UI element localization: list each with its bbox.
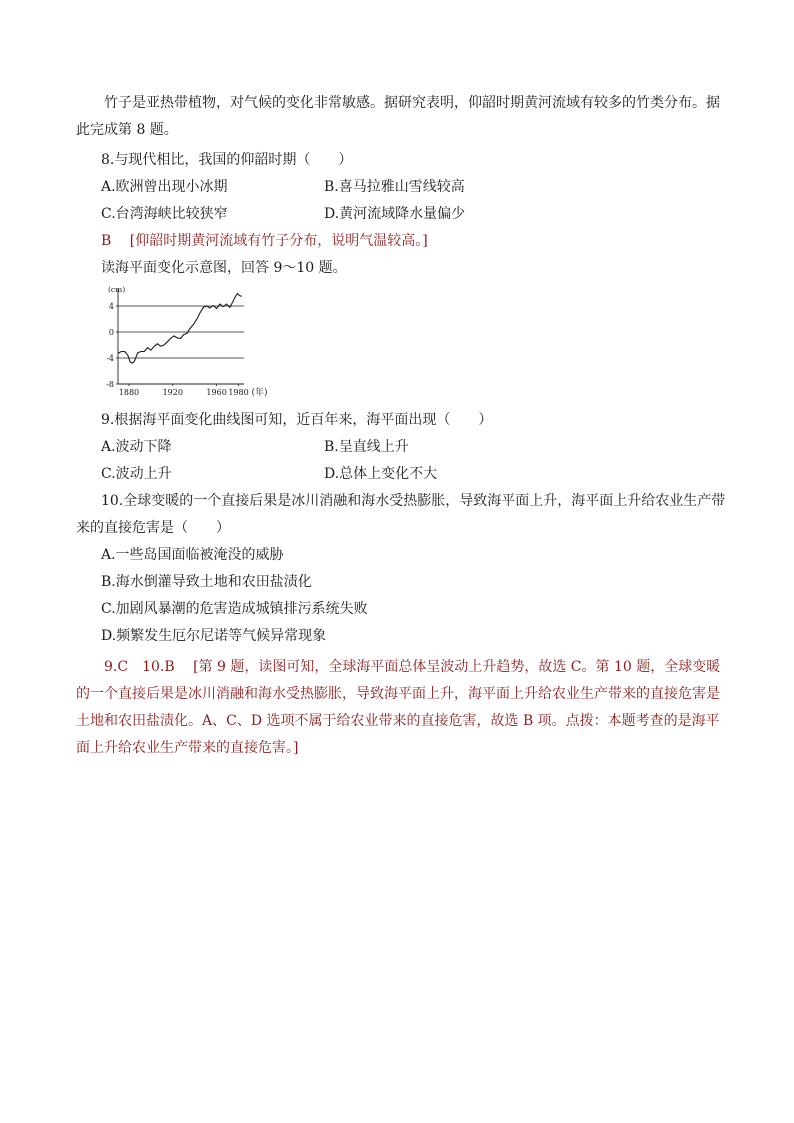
answer-9-10: 9.C 10.B [第 9 题，读图可知，全球海平面总体呈波动上升趋势，故选 C。第 10 题，全球变暖的一个直接后果是冰川消融和海水受热膨胀，导致海平面上升，海平面上升给农业生产带来的直接危害是土地和农田盐渍化。A、C、D 选项不属于给农业带来的直接危害，故选 B 项。点拨：本题考查的是海平面上升给农业生产带来的直接危害。] [76, 659, 721, 756]
q9-option-a: A.波动下降 [101, 439, 172, 455]
q8-stem: 8.与现代相比，我国的仰韶时期（ ） [101, 152, 353, 168]
q10-stem-line2: 来的直接危害是（ ） [76, 520, 230, 536]
q9-option-c: C.波动上升 [101, 466, 172, 482]
chart-y-ticks [106, 302, 118, 389]
q10-option-b: B.海水倒灌导致土地和农田盐渍化 [101, 574, 312, 590]
q8-answer: B [仰韶时期黄河流域有竹子分布，说明气温较高。] [101, 233, 428, 249]
q8-option-c: C.台湾海峡比较狭窄 [101, 206, 228, 222]
chart-y-label: (cm) [108, 285, 126, 294]
q10-option-c: C.加剧风暴潮的危害造成城镇排污系统失败 [101, 601, 368, 617]
x-tick-label: 1880 [118, 388, 140, 397]
q8-option-a: A.欧洲曾出现小冰期 [101, 179, 228, 195]
y-tick-label: 4 [108, 302, 114, 311]
y-tick-label: -4 [106, 354, 114, 363]
q9-option-d: D.总体上变化不大 [324, 466, 438, 482]
intro-paragraph: 竹子是亚热带植物，对气候的变化非常敏感。据研究表明，仰韶时期黄河流域有较多的竹类分布。据此完成第 8 题。 [76, 95, 720, 138]
y-tick-label: 0 [108, 328, 114, 337]
chart-x-ticks [119, 384, 249, 397]
y-tick-label: -8 [106, 380, 114, 389]
sea-level-chart [98, 283, 278, 403]
x-tick-label: 1980 [228, 388, 249, 397]
chart-axes [118, 289, 244, 384]
chart-intro: 读海平面变化示意图，回答 9～10 题。 [101, 260, 347, 276]
q8-option-d: D.黄河流域降水量偏少 [324, 206, 466, 222]
chart-series [118, 294, 242, 364]
q10-stem-line1: 10.全球变暖的一个直接后果是冰川消融和海水受热膨胀，导致海平面上升，海平面上升给农业生产带 [101, 493, 726, 509]
q10-option-d: D.频繁发生厄尔尼诺等气候异常现象 [101, 628, 327, 644]
q9-option-b: B.呈直线上升 [324, 439, 409, 455]
q8-option-b: B.喜马拉雅山雪线较高 [324, 179, 465, 195]
sea-level-line [118, 294, 242, 364]
chart-gridlines [118, 306, 244, 358]
q10-option-a: A.一些岛国面临被淹没的威胁 [101, 547, 284, 563]
chart-x-label: (年) [251, 388, 268, 398]
x-tick-label: 1920 [162, 388, 183, 397]
x-tick-label: 1960 [206, 388, 227, 397]
q9-stem: 9.根据海平面变化曲线图可知，近百年来，海平面出现（ ） [101, 412, 493, 428]
